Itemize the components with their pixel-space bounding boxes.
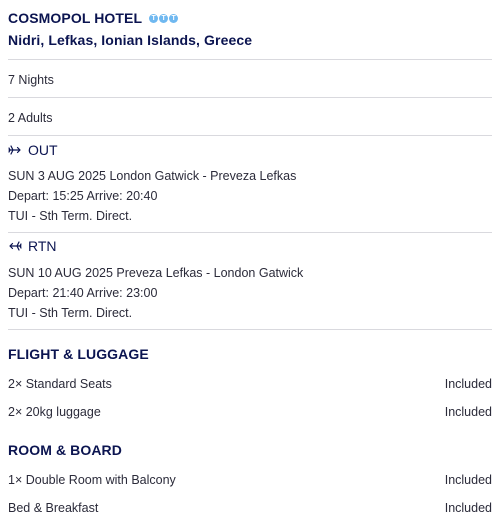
item-name: Bed & Breakfast xyxy=(8,501,99,515)
plane-out-icon xyxy=(8,143,22,157)
hotel-rating xyxy=(149,14,178,23)
rating-icon: T xyxy=(149,14,158,23)
outbound-label: OUT xyxy=(28,142,58,158)
item-name: 1× Double Room with Balcony xyxy=(8,473,176,487)
return-label: RTN xyxy=(28,238,57,254)
outbound-route: SUN 3 AUG 2025 London Gatwick - Preveza Lefkas xyxy=(8,169,297,183)
rating-icon: T xyxy=(159,14,168,23)
divider xyxy=(8,232,492,233)
nights-count: 7 Nights xyxy=(8,73,54,87)
return-carrier: TUI - Sth Term. Direct. xyxy=(8,306,133,320)
item-status: Included xyxy=(444,405,492,419)
flight-luggage-title: FLIGHT & LUGGAGE xyxy=(8,346,149,362)
return-header xyxy=(8,238,57,254)
divider xyxy=(8,329,492,330)
item-name: 2× Standard Seats xyxy=(8,377,112,391)
item-status: Included xyxy=(444,473,492,487)
outbound-header xyxy=(8,142,58,158)
room-board-title: ROOM & BOARD xyxy=(8,442,122,458)
outbound-times: Depart: 15:25 Arrive: 20:40 xyxy=(8,189,158,203)
item-status: Included xyxy=(444,501,492,515)
return-route: SUN 10 AUG 2025 Preveza Lefkas - London Gatwick xyxy=(8,266,304,280)
list-item xyxy=(8,377,492,391)
hotel-location: Nidri, Lefkas, Ionian Islands, Greece xyxy=(8,32,253,48)
hotel-header xyxy=(8,8,178,28)
plane-return-icon xyxy=(8,239,22,253)
guest-count: 2 Adults xyxy=(8,111,53,125)
hotel-name: COSMOPOL HOTEL xyxy=(8,10,143,26)
outbound-carrier: TUI - Sth Term. Direct. xyxy=(8,209,133,223)
list-item xyxy=(8,405,492,419)
divider xyxy=(8,97,492,98)
divider xyxy=(8,135,492,136)
item-status: Included xyxy=(444,377,492,391)
return-times: Depart: 21:40 Arrive: 23:00 xyxy=(8,286,158,300)
divider xyxy=(8,59,492,60)
rating-icon: T xyxy=(169,14,178,23)
list-item xyxy=(8,473,492,487)
item-name: 2× 20kg luggage xyxy=(8,405,101,419)
list-item xyxy=(8,501,492,515)
